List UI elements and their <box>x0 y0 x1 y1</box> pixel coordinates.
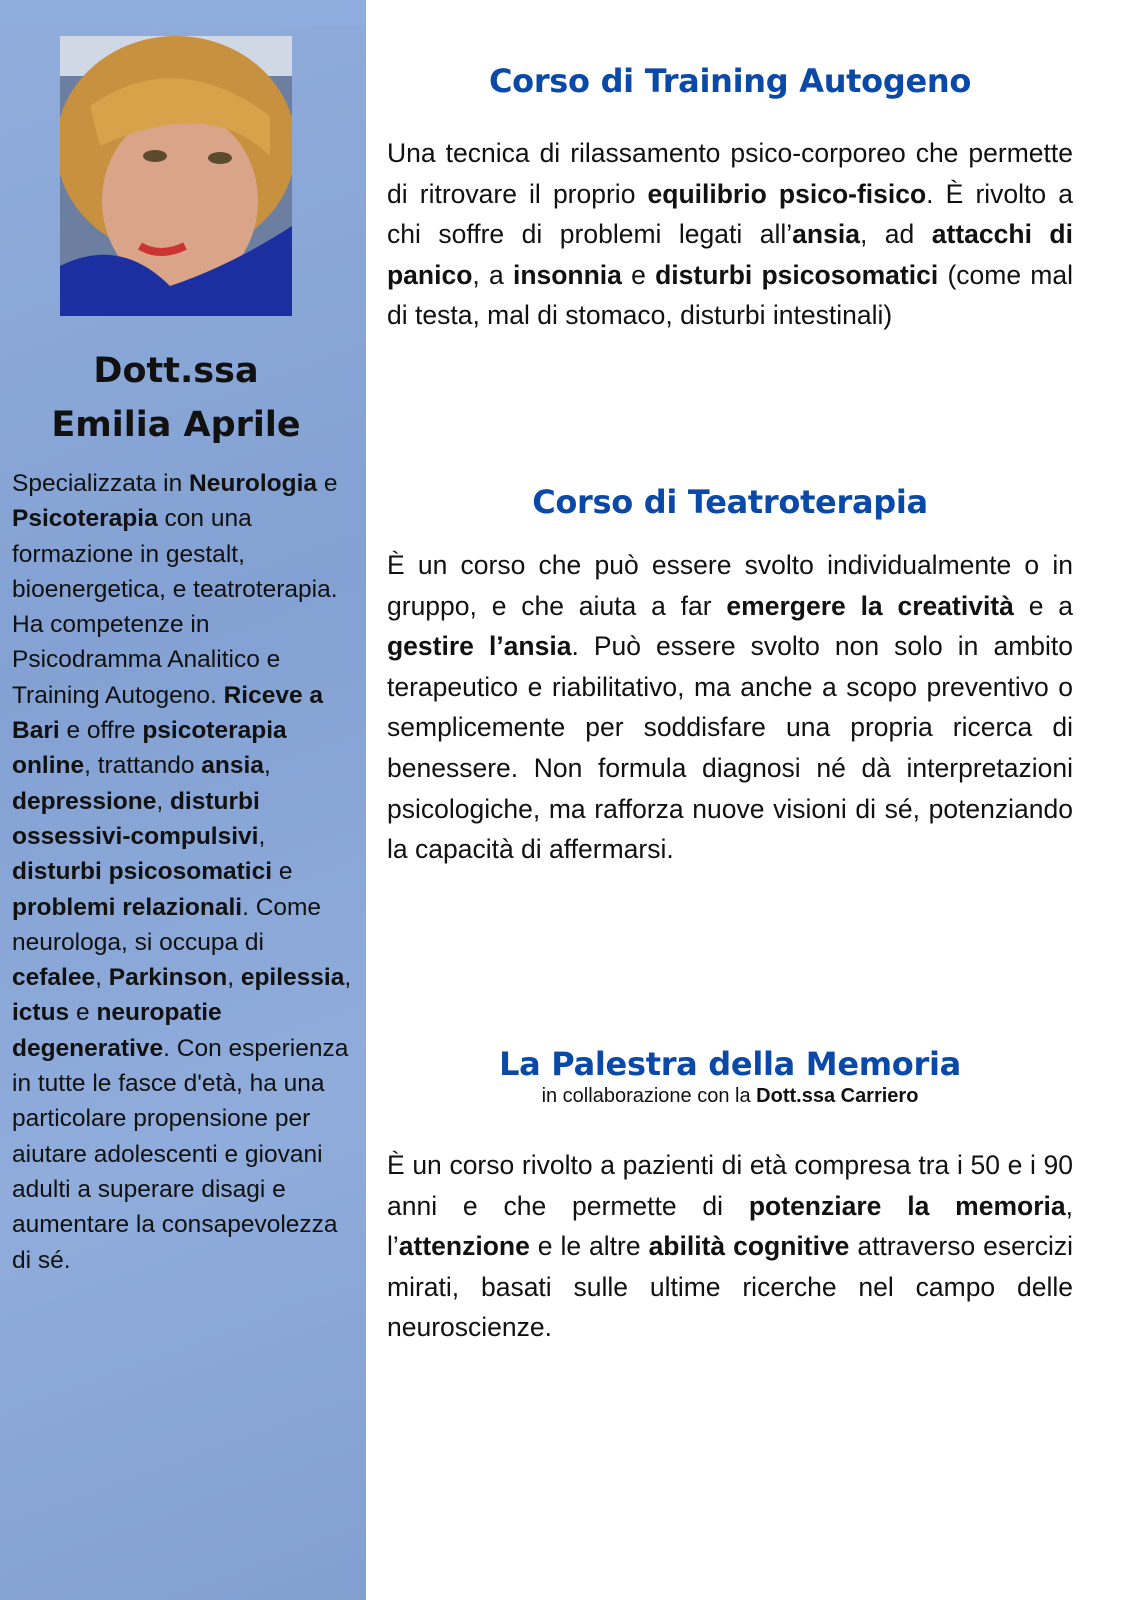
text-segment: e <box>621 259 656 290</box>
name-title: Dott.ssa <box>93 351 259 391</box>
bold-text-segment: Neurologia <box>189 470 318 497</box>
text-segment: , ad <box>859 219 932 250</box>
text-segment: attraverso esercizi mirati, basati sulle ultime ricerche nel campo delle neuroscienze. <box>387 1231 1073 1343</box>
bold-text-segment: Psicoterapia <box>12 505 158 533</box>
subtitle-collaborator: Dott.ssa Carriero <box>756 1085 919 1107</box>
bold-text-segment: epilessia <box>240 964 345 992</box>
bold-text-segment: emergere la creatività <box>726 590 1014 621</box>
section-body <box>387 133 1073 336</box>
text-segment: Una tecnica di rilassamento psico-corporeo che permette di ritrovare il proprio <box>387 138 1073 209</box>
bold-text-segment: potenziare la memoria <box>748 1190 1066 1221</box>
text-segment: . È rivolto a chi soffre di problemi legati all’ <box>387 178 1073 250</box>
text-segment: e a <box>1013 590 1073 621</box>
section-title: Corso di Training Autogeno <box>488 62 972 100</box>
bold-text-segment: ansia <box>792 219 860 250</box>
bold-text-segment: neuropatie degenerative <box>12 999 222 1062</box>
text-segment: , l’ <box>387 1190 1073 1262</box>
bold-text-segment: abilità cognitive <box>648 1231 850 1262</box>
text-segment: . Può essere svolto non solo in ambito terapeutico e riabilitativo, ma anche a scopo preventivo o semplicemente per soddisfare una propria ricerca di benessere. Non formula diagnosi né dà interpretazioni psicologiche, ma rafforza nuove visioni di sé, potenziando la capacità di affermarsi. <box>387 631 1073 865</box>
bold-text-segment: attenzione <box>398 1231 530 1262</box>
bold-text-segment: depressione <box>12 787 157 815</box>
section-training-autogeno <box>387 62 1073 336</box>
text-segment: . Con esperienza in tutte le fasce d'età, ha una particolare propensione per aiutare adolescenti e giovani adulti a superare disagi e aumentare la consapevolezza di sé. <box>12 1034 349 1274</box>
doctor-bio <box>12 466 357 1278</box>
section-body <box>387 1145 1073 1348</box>
bold-text-segment: insonnia <box>512 259 622 290</box>
text-segment: , <box>263 752 271 780</box>
text-segment: , <box>156 787 170 815</box>
bold-text-segment: disturbi psicosomatici <box>655 259 939 290</box>
text-segment: con una formazione in gestalt, bioenergetica, e teatroterapia. Ha competenze in Psicodramma Analitico e Training Autogeno. <box>12 505 338 709</box>
bold-text-segment: ictus <box>12 999 70 1027</box>
bold-text-segment: disturbi psicosomatici <box>12 858 273 886</box>
bold-text-segment: problemi relazionali <box>12 893 243 921</box>
doctor-photo <box>60 36 292 316</box>
bold-text-segment: psicoterapia online <box>12 717 287 780</box>
doctor-name <box>0 344 352 452</box>
section-palestra-memoria <box>387 1045 1073 1348</box>
section-title: Corso di Teatroterapia <box>532 483 928 521</box>
bold-text-segment: attacchi di panico <box>387 219 1073 290</box>
text-segment: Specializzata in <box>12 470 190 497</box>
bold-text-segment: Parkinson <box>108 964 228 992</box>
text-segment: . Come neurologa, si occupa di <box>12 893 322 956</box>
text-segment: , <box>95 964 109 992</box>
section-body <box>387 545 1073 870</box>
text-segment: e <box>272 858 293 886</box>
bold-text-segment: equilibrio psico-fisico <box>647 178 927 209</box>
text-segment: e offre <box>59 717 143 745</box>
text-segment: , <box>227 964 241 992</box>
bold-text-segment: disturbi ossessivi-compulsivi <box>12 787 260 850</box>
bold-text-segment: gestire l’ansia <box>387 631 572 662</box>
text-segment: (come mal di testa, mal di stomaco, disturbi intestinali) <box>387 259 1073 331</box>
top-strip <box>0 0 366 25</box>
text-segment: È un corso che può essere svolto individualmente o in gruppo, e che aiuta a far <box>387 550 1073 621</box>
text-segment: e <box>317 470 338 497</box>
bold-text-segment: ansia <box>201 752 264 780</box>
text-segment: e le altre <box>529 1231 649 1262</box>
text-segment: , trattando <box>84 752 202 780</box>
section-title: La Palestra della Memoria <box>499 1045 961 1083</box>
section-subtitle <box>387 1085 1073 1108</box>
subtitle-prefix: in collaborazione con la <box>541 1085 757 1107</box>
section-teatroterapia <box>387 483 1073 870</box>
bold-text-segment: cefalee <box>12 964 96 992</box>
text-segment: , <box>344 964 352 992</box>
profile-sidebar <box>0 0 366 1600</box>
bold-text-segment: Riceve a Bari <box>12 681 324 745</box>
name-full: Emilia Aprile <box>51 405 301 445</box>
text-segment: e <box>69 999 97 1027</box>
text-segment: È un corso rivolto a pazienti di età compresa tra i 50 e i 90 anni e che permette di <box>387 1150 1073 1221</box>
text-segment: , a <box>472 259 513 290</box>
text-segment: , <box>258 822 266 850</box>
